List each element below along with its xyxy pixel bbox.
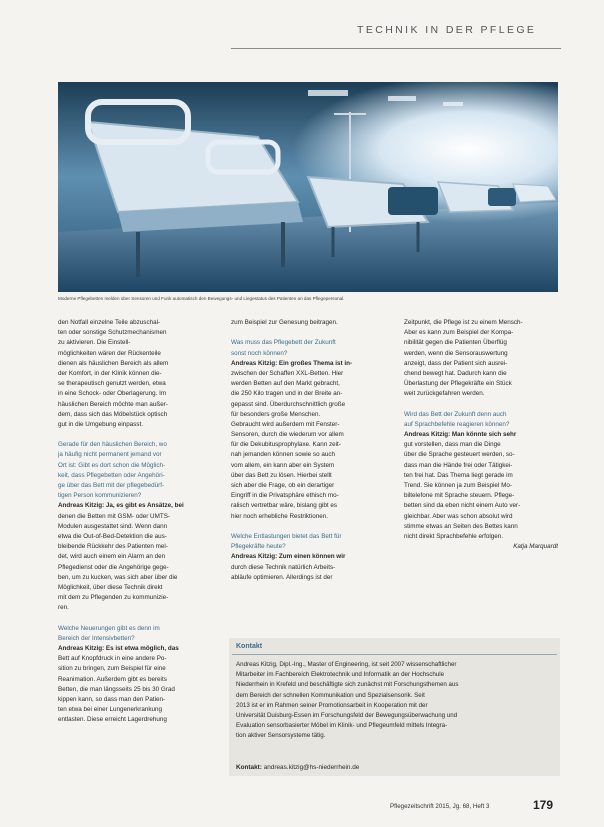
text-line: vom allem, ein kann aber ein System (231, 461, 335, 469)
text-line: Reanimation. Außerdem gibt es bereits (58, 675, 167, 683)
text-line (231, 328, 383, 338)
text-line: auf Sprachbefehle reagieren können? (404, 420, 510, 428)
author-signature: Katja Marquardt (513, 543, 558, 551)
text-line: zu aktivieren. Die Einstell- (58, 339, 131, 347)
text-line: bleibende Rückkehr des Patienten mel- (58, 543, 168, 551)
text-line: zum Beispiel zur Genesung beitragen. (231, 319, 338, 326)
text-line: ten oder sonstige Schutzmechanismen (58, 329, 167, 337)
text-line: der Komfort, in der Klinik können die- (58, 369, 162, 377)
text-line: über die Sprache gesteuert werden, so- (404, 451, 515, 459)
text-line: für besonders große Menschen. (231, 410, 321, 418)
text-line: durch diese Technik natürlich Arbeits- (231, 563, 336, 571)
contact-email-label: Kontakt: (236, 764, 262, 771)
text-line: hier noch erhebliche Restriktionen. (231, 512, 328, 520)
text-line: für die Dekubitusprophylaxe. Kann zeit- (231, 441, 341, 449)
text-line: Eingriff in die Privatsphäre ethisch mo- (231, 492, 339, 500)
text-line: ren. (58, 604, 69, 612)
text-line: weit zurückgefahren werden. (404, 390, 485, 398)
text-line (58, 613, 210, 623)
text-line: tigen Person kommunizieren? (58, 492, 142, 500)
page-number: 179 (533, 798, 554, 812)
contact-title: Kontakt (236, 643, 263, 650)
text-line: anzeigt, dass der Patient sich ausrei- (404, 359, 508, 367)
text-line: den Notfall einzelne Teile abzuschal- (58, 319, 161, 326)
text-line: gut in die Umgebung einpasst. (58, 420, 144, 428)
text-line: ten frei hat. Das Thema liegt gerade im (404, 471, 513, 479)
text-line: Betten, die man längsseits 25 bis 30 Grad (58, 685, 175, 693)
text-line: Was muss das Pflegebett der Zukunft (231, 339, 336, 347)
text-line: Andreas Kitzig: Ja, es gibt es Ansätze, bei (58, 502, 184, 510)
contact-bio-line: Niederrhein in Krefeld und beschäftigte sich zunächst mit Forschungsthemen aus (236, 681, 459, 689)
text-line: Wird das Bett der Zukunft denn auch (404, 410, 507, 418)
contact-email-link[interactable]: andreas.kitzig@hs-niederrhein.de (263, 764, 360, 771)
text-line: gleichbar. Aber was schon absolut wird (404, 512, 513, 520)
article-column-3 (404, 318, 558, 552)
text-line: ten etwa bei einer Lungenerkrankung (58, 706, 162, 714)
text-line: Gerade für den häuslichen Bereich, wo (58, 441, 167, 449)
text-line: dienen als häuslichen Bereich als allem (58, 359, 169, 367)
text-line: Andreas Kitzig: Man könnte sich sehr (404, 431, 517, 439)
text-line (404, 400, 558, 410)
text-line: keit, dass Pflegebetten oder Angehöri- (58, 471, 165, 479)
text-line: gut vorstellen, dass man die Dinge (404, 441, 501, 449)
journal-citation: Pflegezeitschrift 2015, Jg. 68, Heft 3 (390, 803, 490, 810)
text-line: kippen kann, so dass man den Patien- (58, 695, 166, 703)
text-line: häuslichen Bereich möchte man außer- (58, 400, 168, 408)
text-line: Andreas Kitzig: Ein großes Thema ist in- (231, 359, 353, 367)
text-line: ge über das Bett mit der pflegebedürf- (58, 482, 165, 489)
text-line: nibilität gegen die Patienten Überflüg (404, 339, 507, 347)
text-line: Andreas Kitzig: Zum einen können wir (231, 553, 346, 561)
text-line: Modulen ausgestattet sind. Wenn dann (58, 522, 168, 530)
text-line: Sensoren, durch die wiederum vor allem (231, 431, 344, 439)
contact-bio-line: Andreas Kitzig, Dipl.-Ing., Master of Engineering, ist seit 2007 wissenschaftlicher (236, 661, 457, 668)
text-line: stimme etwas an Seiten des Bettes kann (404, 522, 518, 530)
text-line: det, wird auch einem ein Alarm an den (58, 553, 166, 561)
text-line: über das Bett zu lösen. Hierbei stellt (231, 471, 332, 479)
text-line: Ort ist: Gibt es dort schon die Möglich- (58, 461, 166, 469)
text-line: Zeitpunkt, die Pflege ist zu einem Mensch- (404, 319, 523, 326)
text-line: Andreas Kitzig: Es ist etwa möglich, das (58, 645, 179, 652)
photo-caption: Moderne Pflegebetten melden über Sensoren und Funk automatisch den Bewegungs- und Liegestatus des Patienten an das Pflegepersonal. (58, 296, 345, 301)
text-line: Bett auf Knopfdruck in eine andere Po- (58, 655, 167, 663)
contact-bio-line: Mitarbeiter im Fachbereich Elektrotechnik und Informatik an der Hochschule (236, 671, 445, 679)
text-line: biltelefone mit Sprache steuern. Pflege- (404, 492, 515, 500)
text-line: werden, wenn die Sensorauswertung (404, 349, 508, 357)
text-line: Pflegekräfte heute? (231, 543, 286, 551)
text-line: die 250 Kilo tragen und in der Breite an- (231, 390, 343, 398)
text-line: etwa die Out-of-Bed-Detektion die aus- (58, 532, 167, 540)
text-line: möglichkeiten wären der Rückenteile (58, 349, 161, 357)
text-line: sich aber die Frage, ob ein derartiger (231, 482, 335, 489)
text-line: Welche Entlastungen bietet das Bett für (231, 532, 342, 540)
text-line: se therapeutisch genutzt werden, etwa (58, 380, 166, 388)
text-line: sonst noch können? (231, 349, 288, 357)
text-line: werden Betten auf den Markt gebracht, (231, 380, 340, 388)
text-line: zwischen der Schaffen XXL-Betten. Hier (231, 369, 344, 377)
text-line: dass man die Hände frei oder Tätigkei- (404, 461, 513, 469)
text-line: Überlastung der Pflegekräfte ein Stück (404, 380, 512, 388)
text-line: betten sind da eben nicht einem Auto ver- (404, 502, 521, 510)
text-line: Gebraucht wird außerdem mit Fenster- (231, 420, 340, 428)
text-line: Möglichkeit, über diese Technik direkt (58, 583, 163, 591)
contact-bio-line: Evaluation sensorbasierter Möbel im Klinik- und Pflegeumfeld mittels Integra- (236, 722, 448, 730)
text-line: dem, dass sich das Möbelstück optisch (58, 410, 168, 418)
text-line: mit dem zu Pflegenden zu kommunizie- (58, 594, 169, 602)
hospital-beds-illustration (58, 82, 558, 292)
text-line: ben, um zu kucken, was sich aber über die (58, 573, 178, 581)
text-line: nicht direkt Sprachbefehle erfolgen. (404, 532, 504, 540)
text-line: abläufe optimieren. Allerdings ist der (231, 573, 333, 581)
text-line: sition zu bringen, zum Beispiel für eine (58, 665, 166, 673)
hospital-beds-photo (58, 82, 558, 292)
text-line: Trend. Sie können ja zum Beispiel Mo- (404, 482, 512, 489)
article-column-2 (231, 318, 383, 583)
text-line: chend bewegt hat. Dadurch kann die (404, 369, 507, 377)
section-header: TECHNIK IN DER PFLEGE (357, 24, 537, 36)
text-line: in eine Schock- oder Oberlagerung. Im (58, 390, 167, 398)
header-divider (231, 48, 561, 49)
contact-bio-line: tion aktiver Sensorsysteme tätig. (236, 732, 326, 740)
text-line: ja häufig nicht permanent jemand vor (58, 451, 162, 459)
text-line: Pflegedienst oder die Angehörige gege- (58, 563, 169, 571)
text-line: entlasten. Diese erreicht Lagerdrehung (58, 716, 167, 724)
contact-bio (236, 660, 554, 742)
contact-bio-line: dem Bereich der schnellen Kommunikation und Spezialsensorik. Seit (236, 691, 425, 699)
text-line (231, 522, 383, 532)
text-line: ralisch vertretbar wäre, bislang gibt es (231, 502, 338, 510)
text-line: Bereich der Intensivbetten? (58, 634, 135, 642)
text-line: Aber es kann zum Beispiel der Kompa- (404, 329, 514, 337)
contact-email-line (236, 764, 359, 771)
text-line: nah jemanden können sowie so auch (231, 451, 335, 459)
text-line: gepasst sind. Überdurchschnittlich große (231, 400, 346, 408)
contact-bio-line: Universität Duisburg-Essen im Forschungsfeld der Bewegungsüberwachung und (236, 711, 458, 719)
text-line (58, 430, 210, 440)
contact-divider (232, 654, 557, 655)
text-line: denen die Betten mit GSM- oder UMTS- (58, 512, 170, 520)
contact-bio-line: 2013 ist er im Rahmen seiner Promotionsarbeit in Kooperation mit der (236, 701, 428, 709)
article-column-1 (58, 318, 210, 726)
text-line: Welche Neuerungen gibt es denn im (58, 624, 160, 632)
